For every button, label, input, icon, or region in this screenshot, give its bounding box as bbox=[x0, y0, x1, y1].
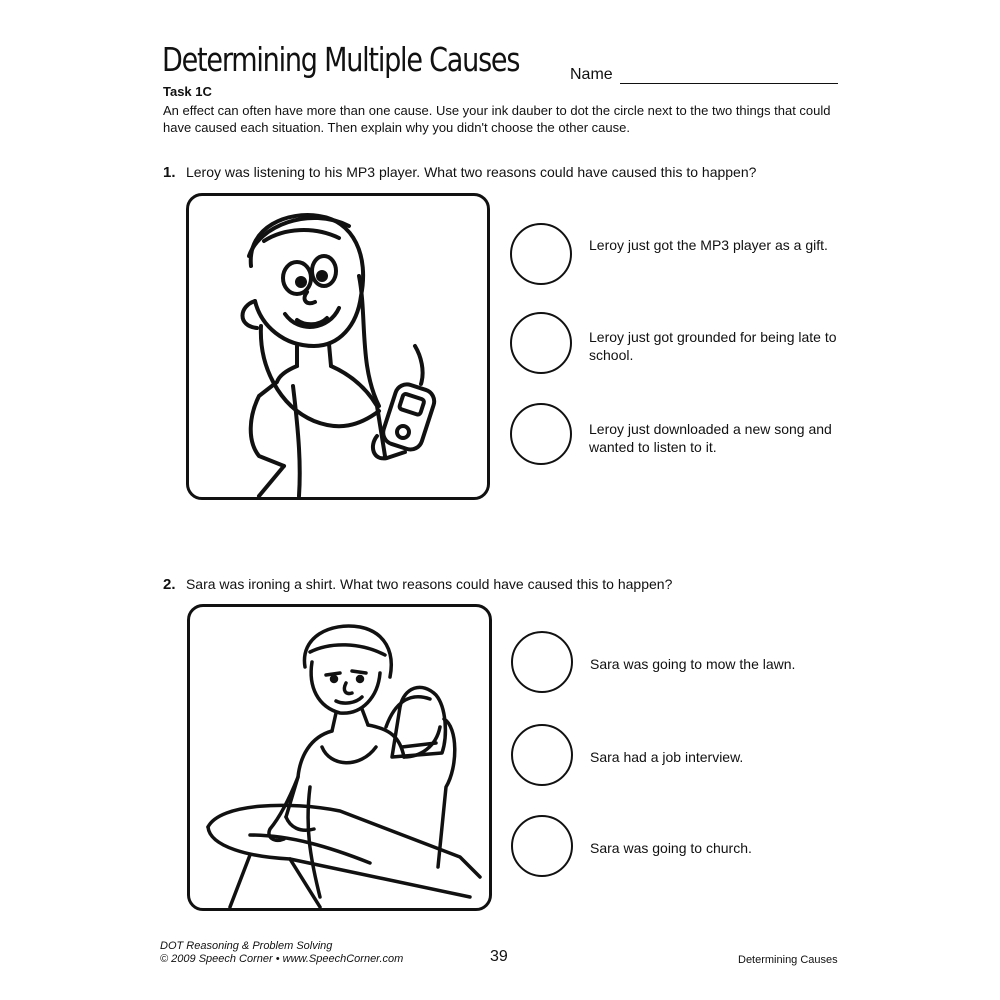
name-field[interactable] bbox=[620, 83, 838, 84]
question-text: Leroy was listening to his MP3 player. What two reasons could have caused this to happen? bbox=[185, 164, 757, 180]
leroy-mp3-illustration bbox=[186, 193, 490, 500]
boy-with-mp3-player-image bbox=[189, 196, 487, 497]
option-circle-2c[interactable] bbox=[511, 815, 573, 877]
question-number: 1. bbox=[163, 164, 176, 181]
footer-left bbox=[160, 940, 403, 966]
question-1 bbox=[163, 164, 756, 182]
name-label: Name bbox=[570, 66, 613, 83]
page-title: Determining Multiple Causes bbox=[162, 40, 520, 79]
book-title: DOT Reasoning & Problem Solving bbox=[160, 940, 333, 952]
sara-ironing-illustration bbox=[187, 604, 492, 911]
option-text-2a: Sara was going to mow the lawn. bbox=[590, 656, 796, 672]
page-number: 39 bbox=[490, 948, 508, 965]
option-text-1a: Leroy just got the MP3 player as a gift. bbox=[589, 237, 828, 253]
option-text-2b: Sara had a job interview. bbox=[590, 749, 744, 765]
question-number: 2. bbox=[163, 576, 176, 593]
option-text-1b: Leroy just got grounded for being late to school. bbox=[589, 329, 837, 363]
option-text-1c: Leroy just downloaded a new song and wanted to listen to it. bbox=[589, 421, 832, 455]
option-circle-2a[interactable] bbox=[511, 631, 573, 693]
copyright: © 2009 Speech Corner • www.SpeechCorner.com bbox=[160, 953, 404, 965]
woman-ironing-image bbox=[190, 607, 489, 908]
question-2 bbox=[163, 576, 672, 594]
option-text-2c: Sara was going to church. bbox=[590, 840, 752, 856]
option-circle-1a[interactable] bbox=[510, 223, 572, 285]
instructions: An effect can often have more than one cause. Use your ink dauber to dot the circle next to the two things that could have caused each situation. Then explain why you didn't choose the other cause. bbox=[163, 103, 831, 135]
section-name: Determining Causes bbox=[738, 954, 838, 966]
option-circle-2b[interactable] bbox=[511, 724, 573, 786]
question-text: Sara was ironing a shirt. What two reasons could have caused this to happen? bbox=[185, 576, 673, 592]
task-label: Task 1C bbox=[163, 84, 212, 99]
option-circle-1c[interactable] bbox=[510, 403, 572, 465]
option-circle-1b[interactable] bbox=[510, 312, 572, 374]
